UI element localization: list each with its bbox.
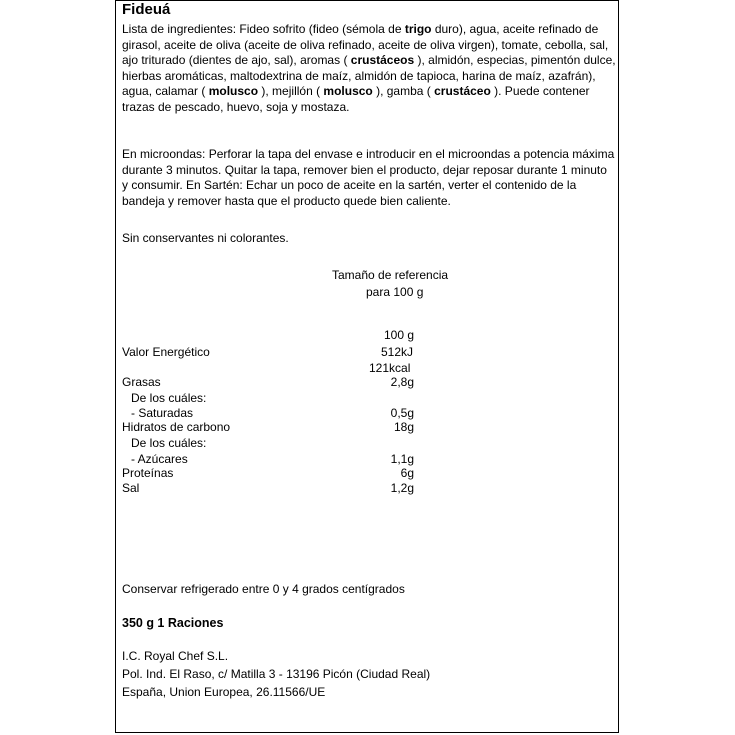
- sugars-value: 1,1g: [390, 452, 414, 466]
- allergen-molusco: molusco: [323, 84, 373, 98]
- ingredients-text: Lista de ingredientes: Fideo sofrito (fideo (sémola de: [122, 22, 405, 36]
- salt-value: 1,2g: [390, 481, 414, 495]
- company-registry: España, Union Europea, 26.11566/UE: [122, 685, 326, 699]
- saturated-value: 0,5g: [390, 406, 414, 420]
- ingredients-text: ), gamba (: [372, 84, 435, 98]
- sugars-label: - Azúcares: [131, 452, 188, 466]
- company-address: Pol. Ind. El Raso, c/ Matilla 3 - 13196 Picón (Ciudad Real): [122, 667, 431, 681]
- allergen-crustaceos: crustáceos: [350, 53, 415, 67]
- ingredients-text: ), almidón, especias, pimentón dulce, hierbas aromáticas, maltodextrina de maíz, almidón de tapioca, harina de maíz, azafrán), agua, calamar (: [122, 53, 616, 98]
- ingredients-text: ), mejillón (: [258, 84, 324, 98]
- protein-value: 6g: [400, 466, 414, 480]
- fat-of-which-label: De los cuáles:: [131, 391, 207, 405]
- allergen-trigo: trigo: [404, 22, 432, 36]
- energy-kj: 512kJ: [381, 345, 414, 359]
- carbs-label: Hidratos de carbono: [122, 420, 231, 434]
- fat-label: Grasas: [122, 375, 161, 389]
- reference-size-label: Tamaño de referencia: [332, 268, 449, 282]
- reference-size-value: para 100 g: [366, 285, 424, 299]
- salt-label: Sal: [122, 481, 140, 495]
- ingredients-text: ). Puede contener trazas de pescado, huevo, soja y mostaza.: [122, 84, 590, 114]
- carbs-of-which-label: De los cuáles:: [131, 436, 207, 450]
- allergen-molusco: molusco: [208, 84, 259, 98]
- portion-info: 350 g 1 Raciones: [122, 616, 224, 630]
- product-title: Fideuá: [122, 1, 171, 18]
- allergen-crustaceo: crustáceo: [434, 84, 491, 98]
- saturated-label: - Saturadas: [131, 406, 194, 420]
- preparation-instructions: En microondas: Perforar la tapa del envase e introducir en el microondas a potencia máxima durante 3 minutos. Quitar la tapa, remover bien el producto, dejar reposar durante 1 minuto y consumir. En Sartén: Echar un poco de aceite en la sartén, verter el contenido de la bandeja y remover hasta que el producto quede bien caliente.: [122, 147, 615, 208]
- ingredients-text: duro), agua, aceite refinado de girasol, aceite de oliva (aceite de oliva refinado, aceite de oliva virgen), tomate, cebolla, sal, ajo triturado (dientes de ajo, sal), aromas (: [122, 22, 609, 67]
- nutrition-column-header: 100 g: [384, 328, 415, 342]
- energy-kcal: 121kcal: [369, 361, 411, 375]
- storage-instructions: Conservar refrigerado entre 0 y 4 grados centígrados: [122, 582, 405, 596]
- ingredients-list: [122, 22, 616, 115]
- company-name: I.C. Royal Chef S.L.: [122, 649, 229, 663]
- no-preservatives-note: Sin conservantes ni colorantes.: [122, 231, 289, 245]
- energy-label: Valor Energético: [122, 345, 210, 359]
- carbs-value: 18g: [393, 420, 414, 434]
- fat-value: 2,8g: [390, 375, 414, 389]
- protein-label: Proteínas: [122, 466, 174, 480]
